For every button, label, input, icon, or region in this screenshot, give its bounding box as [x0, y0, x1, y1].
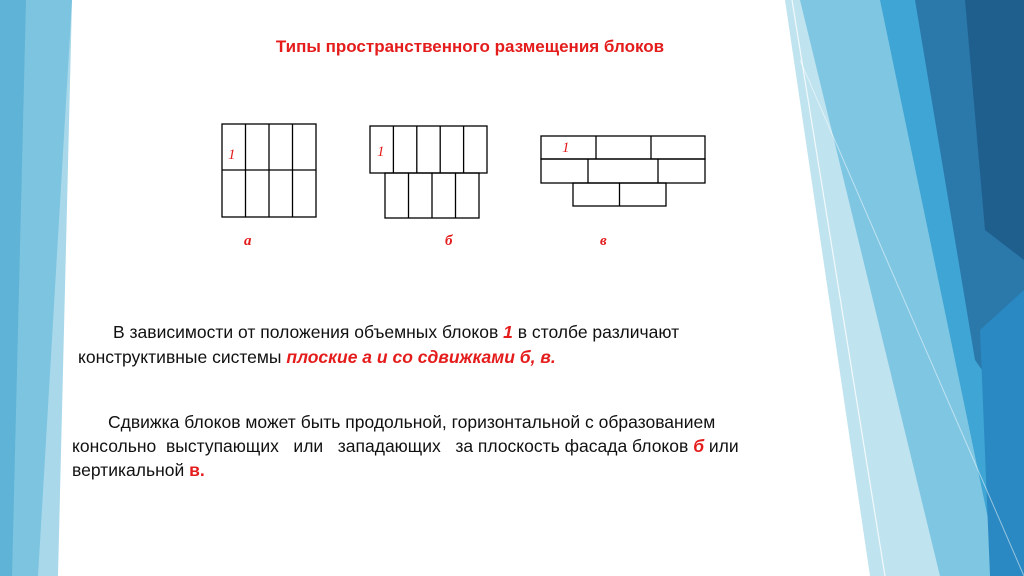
p1-l1-prefix: В зависимости от положения объемных блоков: [113, 322, 504, 342]
paragraph-2-line-1: Сдвижка блоков может быть продольной, горизонтальной с образованием: [108, 412, 716, 432]
diagram-b-label: б: [445, 233, 453, 249]
diagram-b: [370, 126, 487, 218]
p2-l2-suffix: или: [704, 436, 739, 456]
slide-title: Типы пространственного размещения блоков: [275, 37, 665, 56]
p1-l2-emphasis: плоские а и со сдвижками б, в.: [286, 347, 556, 367]
p2-l2-emphasis: б: [693, 436, 705, 456]
paragraph-1-line-1: [113, 321, 679, 344]
diagram-b-number: 1: [377, 144, 385, 160]
p1-l2-prefix: конструктивные системы: [78, 347, 287, 367]
paragraph-2-line-3: [72, 459, 205, 482]
diagram-a-label: а: [244, 233, 252, 249]
diagram-c-label: в: [600, 233, 607, 249]
p1-l1-suffix: в столбе различают: [512, 322, 680, 342]
p1-l1-number: 1: [503, 322, 513, 342]
diagram-a: [222, 124, 316, 217]
p2-l3-prefix: вертикальной: [72, 460, 190, 480]
diagram-c-number: 1: [562, 140, 570, 156]
paragraph-1-line-2: [78, 346, 556, 369]
diagram-a-number: 1: [228, 147, 236, 163]
paragraph-2-line-2: [72, 435, 739, 458]
p2-l3-emphasis: в.: [189, 460, 205, 480]
p2-l2-prefix: консольно выступающих или западающих за плоскость фасада блоков: [72, 436, 694, 456]
